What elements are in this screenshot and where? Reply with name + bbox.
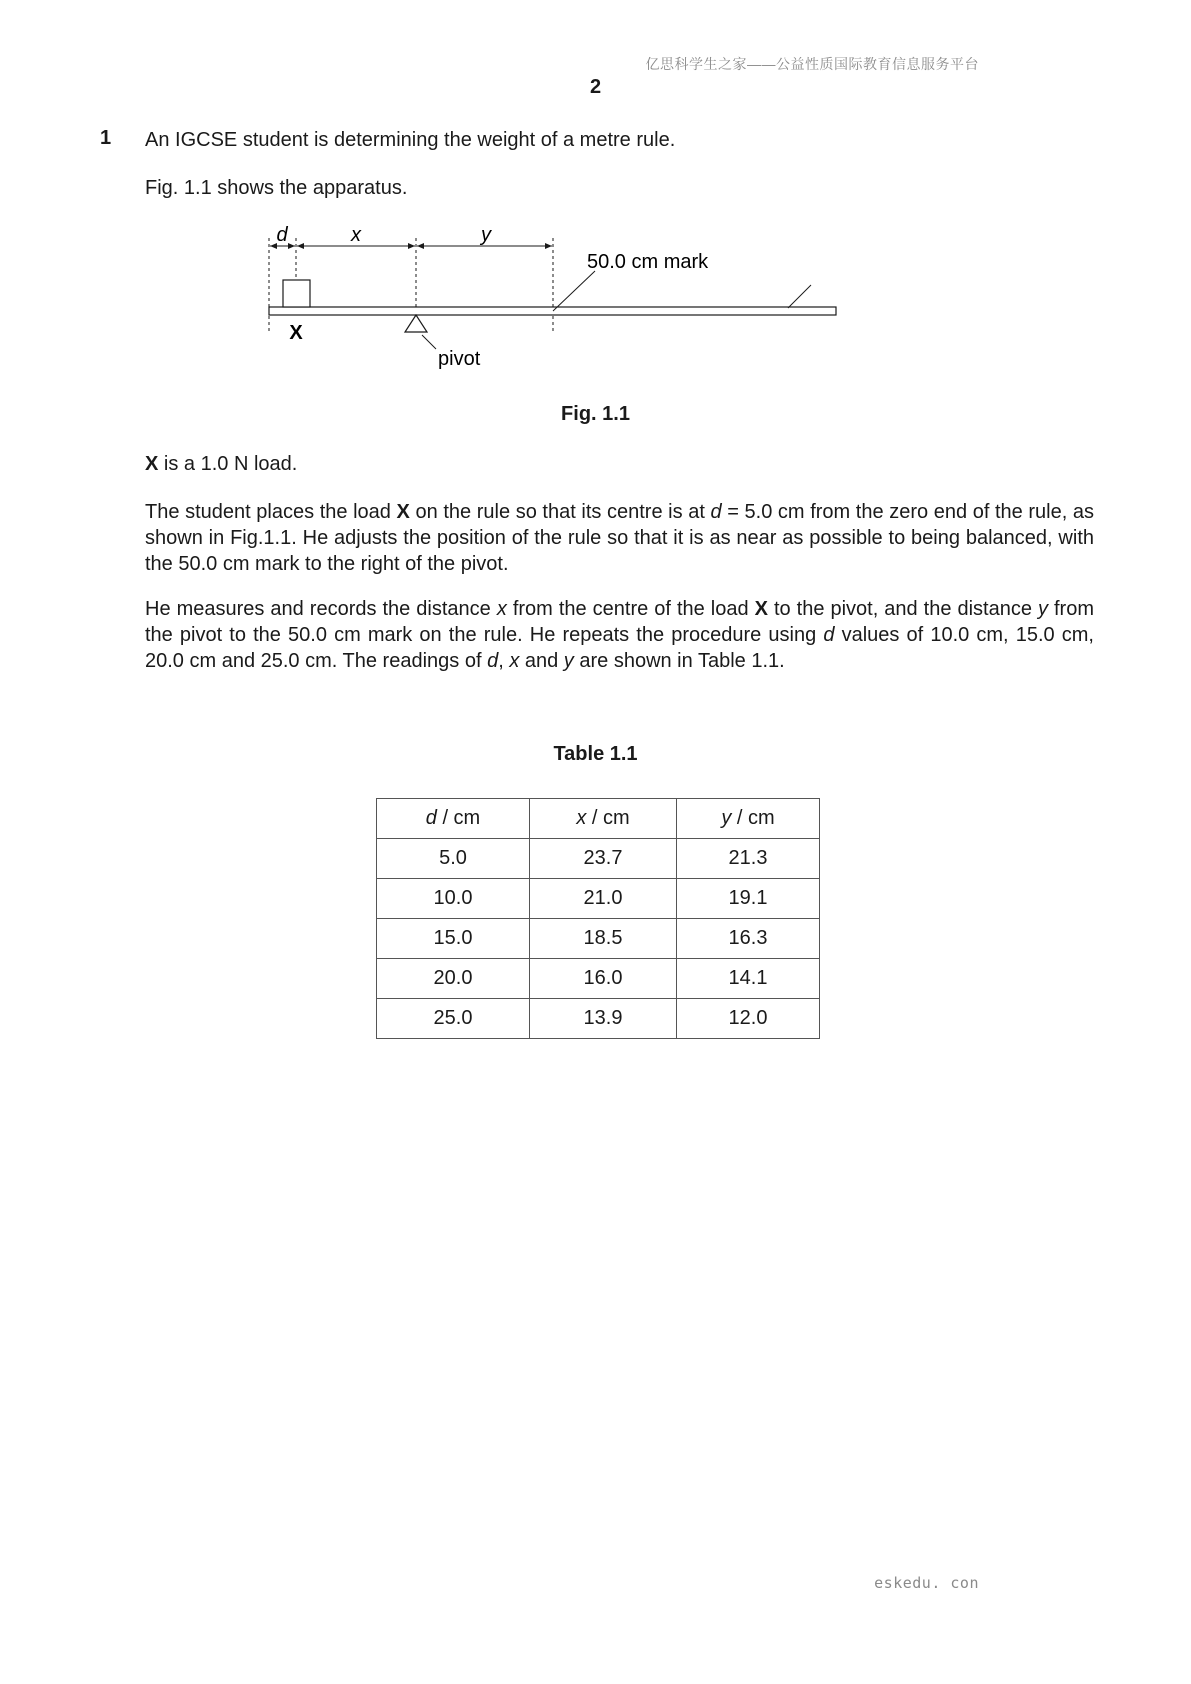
table-cell: 19.1 [677,879,820,919]
question-intro: An IGCSE student is determining the weight of a metre rule. [145,129,676,151]
table-row [377,999,820,1039]
table-cell: 10.0 [377,879,530,919]
metre-rule [269,307,836,315]
readings-table [376,798,820,1039]
header-x: x / cm [530,799,677,839]
table-row [377,959,820,999]
table-header-row [377,799,820,839]
table-cell: 21.0 [530,879,677,919]
table-cell: 14.1 [677,959,820,999]
table-cell: 15.0 [377,919,530,959]
rule-break-line [788,285,811,308]
d-label: d [276,225,288,246]
y-label: y [481,225,491,246]
paragraph-measurements: He measures and records the distance x from the centre of the load X to the pivot, and the distance y from the pivot to the 50.0 cm mark on the rule. He repeats the procedure using d values of 10.0 cm, 15.0 cm, 20.0 cm and 25.0 cm. The readings of d, x and y are shown in Table 1.1. [145,598,1094,672]
table-row [377,919,820,959]
table-cell: 16.0 [530,959,677,999]
load-sentence [145,451,297,477]
load-block [283,280,310,307]
load-label: X [289,322,303,344]
table-cell: 18.5 [530,919,677,959]
question-number: 1 [100,127,112,149]
paragraph-procedure: The student places the load X on the rule so that its centre is at d = 5.0 cm from the zero end of the rule, as shown in Fig.1.1. He adjusts the position of the rule so that it is as near as possible to being balanced, with the 50.0 cm mark to the right of the pivot. [145,501,1095,575]
pivot-triangle [405,315,427,332]
footer-text: eskedu. con [874,1574,979,1592]
mark-leader [553,271,595,311]
table-cell: 16.3 [677,919,820,959]
table-caption: Table 1.1 [553,743,638,765]
table-cell: 13.9 [530,999,677,1039]
table-cell: 5.0 [377,839,530,879]
table-cell: 21.3 [677,839,820,879]
header-d: d / cm [377,799,530,839]
table-cell: 23.7 [530,839,677,879]
table-row [377,839,820,879]
header-y: y / cm [677,799,820,839]
table-row [377,879,820,919]
load-symbol: X [145,453,159,475]
mark-label: 50.0 cm mark [587,251,709,273]
table-cell: 20.0 [377,959,530,999]
apparatus-diagram [250,225,850,405]
x-label: x [351,225,361,246]
page-number: 2 [589,76,602,98]
load-sentence-text: is a 1.0 N load. [158,453,298,475]
watermark-text: 亿思科学生之家——公益性质国际教育信息服务平台 [645,56,979,72]
figure-intro: Fig. 1.1 shows the apparatus. [145,177,408,199]
pivot-leader [422,335,436,349]
table-cell: 12.0 [677,999,820,1039]
table-cell: 25.0 [377,999,530,1039]
pivot-label: pivot [438,348,481,370]
figure-caption: Fig. 1.1 [561,403,630,425]
